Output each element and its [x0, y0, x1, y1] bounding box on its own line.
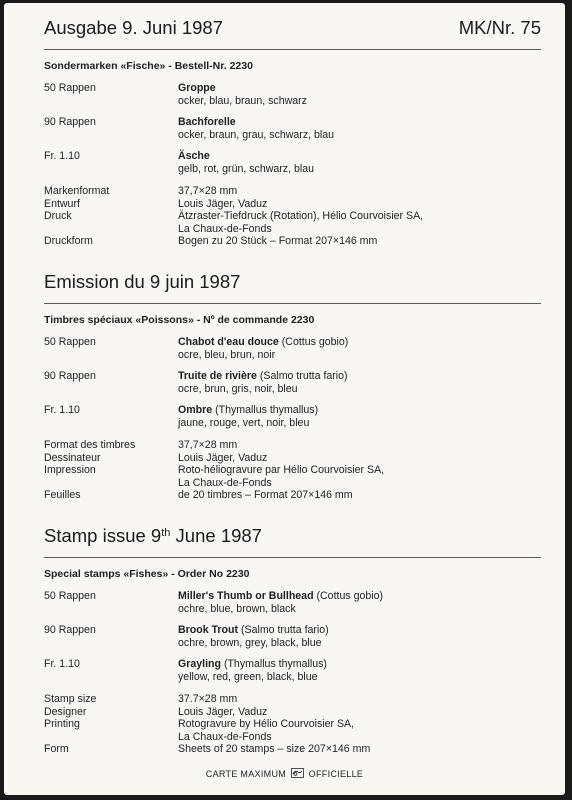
spec-value: Rotogravure by Hélio Courvoisier SA, La Chaux-de-Fonds — [178, 718, 355, 743]
spec-value: Louis Jäger, Vaduz — [178, 451, 268, 464]
divider — [44, 303, 541, 304]
specifications — [44, 185, 541, 248]
section-french — [44, 271, 541, 502]
stamp-colors: yellow, red, green, black, blue — [178, 670, 318, 683]
stamp-value: Fr. 1.10 — [44, 404, 80, 416]
section-heading — [44, 525, 541, 547]
subtitle: Timbres spéciaux «Poissons» - Nº de commande 2230 — [44, 314, 315, 326]
stamp-description — [178, 82, 307, 107]
heading-title: Ausgabe 9. Juni 1987 — [44, 17, 223, 38]
stamp-value: 50 Rappen — [44, 590, 96, 602]
divider — [44, 557, 541, 558]
spec-value: 37,7×28 mm — [178, 185, 238, 197]
spec-row — [44, 693, 541, 706]
subtitle: Sondermarken «Fische» - Bestell-Nr. 2230 — [44, 60, 253, 72]
stamp-name: Brook Trout — [178, 624, 239, 636]
stamp-row — [44, 658, 541, 683]
stamp-row — [44, 370, 541, 395]
spec-row — [44, 743, 541, 756]
stamp-value: 50 Rappen — [44, 82, 96, 94]
spec-key: Markenformat — [44, 185, 110, 197]
stamp-value: 90 Rappen — [44, 370, 96, 382]
heading-title: Stamp issue 9th June 1987 — [44, 525, 262, 546]
stamp-latin-name: (Thymallus thymallus) — [223, 658, 327, 670]
spec-row — [44, 235, 541, 248]
stamp-row — [44, 336, 541, 361]
spec-row — [44, 706, 541, 719]
stamp-description — [178, 116, 334, 141]
stamp-name: Bachforelle — [178, 116, 236, 128]
stamp-row — [44, 624, 541, 649]
section-heading — [44, 17, 541, 39]
spec-key: Feuilles — [44, 489, 81, 501]
stamp-name: Chabot d'eau douce — [178, 336, 279, 348]
stamp-name: Grayling — [178, 658, 221, 670]
stamp-colors: jaune, rouge, vert, noir, bleu — [178, 416, 310, 429]
subtitle: Special stamps «Fishes» - Order No 2230 — [44, 568, 250, 580]
spec-value: de 20 timbres – Format 207×146 mm — [178, 489, 353, 501]
stamp-row — [44, 150, 541, 175]
stamp-colors: ocker, braun, grau, schwarz, blau — [178, 128, 335, 141]
footer — [4, 768, 565, 780]
spec-key: Impression — [44, 464, 96, 476]
stamp-row — [44, 116, 541, 141]
stamp-description — [178, 370, 348, 395]
spec-value: Louis Jäger, Vaduz — [178, 197, 268, 210]
stamp-description — [178, 658, 327, 683]
spec-key: Druckform — [44, 235, 93, 247]
stamp-colors: ochre, brown, grey, black, blue — [178, 636, 322, 649]
specifications — [44, 439, 541, 502]
stamp-name: Groppe — [178, 82, 216, 94]
spec-value: 37,7×28 mm — [178, 439, 238, 451]
stamp-name: Äsche — [178, 150, 210, 162]
stamp-latin-name: (Cottus gobio) — [316, 590, 384, 602]
spec-key: Dessinateur — [44, 451, 101, 464]
spec-key: Designer — [44, 705, 87, 718]
stamp-row — [44, 82, 541, 107]
ordinal-suffix: th — [161, 527, 171, 539]
stamp-colors: gelb, rot, grün, schwarz, blau — [178, 162, 315, 175]
stamp-description — [178, 404, 318, 429]
spec-key: Stamp size — [44, 693, 97, 705]
section-german — [44, 17, 541, 248]
stamp-value: Fr. 1.10 — [44, 150, 80, 162]
heading-title: Emission du 9 juin 1987 — [44, 271, 241, 292]
stamp-latin-name: (Cottus gobio) — [281, 336, 349, 348]
spec-value: Sheets of 20 stamps – size 207×146 mm — [178, 743, 371, 755]
spec-key: Form — [44, 743, 69, 755]
spec-value: Ätzraster-Tiefdruck (Rotation), Hélio Courvoisier SA, La Chaux-de-Fonds — [178, 210, 424, 235]
spec-row — [44, 210, 541, 235]
spec-row — [44, 198, 541, 211]
catalog-number: MK/Nr. 75 — [458, 17, 541, 38]
spec-key: Printing — [44, 718, 80, 730]
stamp-name: Ombre — [178, 404, 213, 416]
spec-value: 37.7×28 mm — [178, 693, 238, 705]
section-heading — [44, 271, 541, 293]
spec-value: Bogen zu 20 Stück – Format 207×146 mm — [178, 235, 378, 247]
footer-left-text: CARTE MAXIMUM — [205, 769, 287, 779]
stamp-description — [178, 590, 383, 615]
stamp-value: 90 Rappen — [44, 624, 96, 636]
post-horn-icon — [291, 768, 304, 780]
section-english — [44, 525, 541, 756]
footer-right-text: OFFICIELLE — [308, 769, 364, 779]
stamp-colors: ocre, brun, gris, noir, bleu — [178, 382, 298, 395]
stamp-name: Truite de rivière — [178, 370, 257, 382]
spec-row — [44, 452, 541, 465]
spec-key: Druck — [44, 210, 72, 222]
spec-value: Roto-héliogravure par Hélio Courvoisier SA, La Chaux-de-Fonds — [178, 464, 385, 489]
spec-row — [44, 718, 541, 743]
stamp-description — [178, 624, 329, 649]
stamp-colors: ochre, blue, brown, black — [178, 602, 296, 615]
stamp-value: 50 Rappen — [44, 336, 96, 348]
divider — [44, 49, 541, 50]
stamp-latin-name: (Thymallus thymallus) — [215, 404, 319, 416]
stamp-name: Miller's Thumb or Bullhead — [178, 590, 314, 602]
spec-row — [44, 439, 541, 452]
spec-row — [44, 185, 541, 198]
stamp-colors: ocre, bleu, brun, noir — [178, 348, 276, 361]
spec-key: Entwurf — [44, 197, 80, 210]
stamp-latin-name: (Salmo trutta fario) — [259, 370, 348, 382]
specifications — [44, 693, 541, 756]
stamp-row — [44, 590, 541, 615]
document-card — [4, 3, 565, 795]
stamp-description — [178, 336, 348, 361]
spec-value: Louis Jäger, Vaduz — [178, 705, 268, 718]
stamp-colors: ocker, blau, braun, schwarz — [178, 94, 307, 107]
stamp-latin-name: (Salmo trutta fario) — [240, 624, 329, 636]
stamp-value: Fr. 1.10 — [44, 658, 80, 670]
spec-key: Format des timbres — [44, 439, 136, 451]
stamp-row — [44, 404, 541, 429]
stamp-value: 90 Rappen — [44, 116, 96, 128]
spec-row — [44, 464, 541, 489]
spec-row — [44, 489, 541, 502]
stamp-description — [178, 150, 314, 175]
